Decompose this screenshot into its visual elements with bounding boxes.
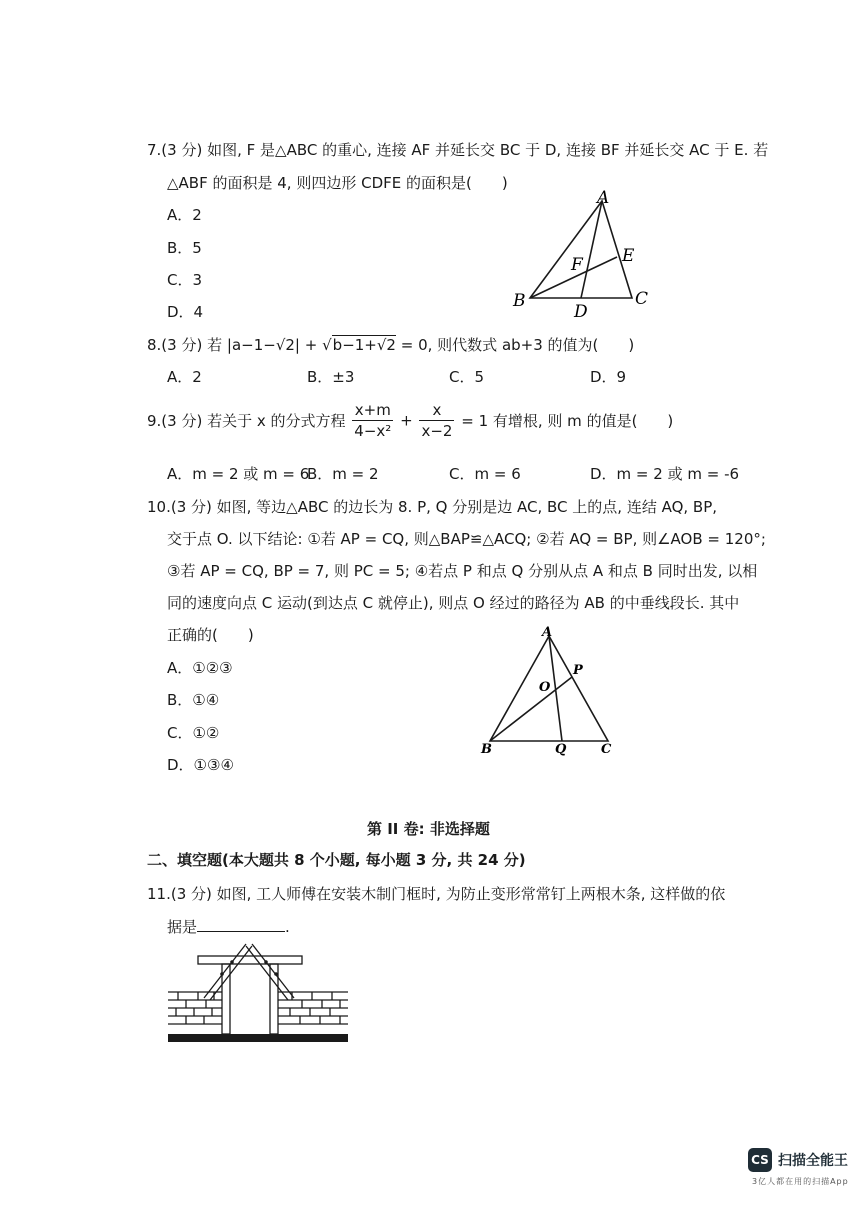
q11-answer-blank: [197, 917, 285, 932]
q9-fraction-1-denominator: 4−x²: [354, 422, 392, 440]
q7-option-c: C．3: [167, 271, 203, 289]
q10-stem-line2: 交于点 O. 以下结论: ①若 AP = CQ, 则△BAP≌△ACQ; ②若 AQ = BP, 则∠AOB = 120°;: [167, 530, 766, 548]
q7-option-a: A．2: [167, 206, 202, 224]
q11-line2-suffix: .: [285, 918, 290, 936]
q10-label-a: A: [542, 625, 553, 640]
q10-label-b: B: [481, 742, 492, 757]
q9-fraction-2-numerator: x: [419, 400, 454, 421]
q10-label-q: Q: [555, 742, 567, 757]
q10-segment-aq: [549, 636, 562, 741]
q9-fraction-2: [419, 400, 454, 441]
q10-stem-line1: 10.(3 分) 如图, 等边△ABC 的边长为 8. P, Q 分别是边 AC, BC 上的点, 连结 AQ, BP,: [147, 498, 718, 516]
q9-suffix: = 1 有增根, 则 m 的值是( ): [461, 412, 674, 430]
q7-label-d: D: [574, 302, 588, 322]
q8-plus: +: [304, 336, 323, 354]
q9-option-c: C．m = 6: [449, 465, 521, 483]
q8-sqrt-sign: √: [322, 336, 332, 354]
q7-label-b: B: [513, 291, 526, 311]
q10-stem-line3: ③若 AP = CQ, BP = 7, 则 PC = 5; ④若点 P 和点 Q 分别从点 A 和点 B 同时出发, 以相: [167, 562, 758, 580]
q7-triangle-abc: [530, 201, 632, 298]
q7-label-e: E: [622, 246, 635, 266]
q10-stem-line4: 同的速度向点 C 运动(到达点 C 就停止), 则点 O 经过的路径为 AB 的中垂线段长. 其中: [167, 594, 740, 612]
q11-line2-prefix: 据是: [167, 918, 198, 936]
q11-door-lintel: [198, 956, 302, 964]
q8-suffix: = 0, 则代数式 ab+3 的值为( ): [400, 336, 635, 354]
q8-option-b: B．±3: [307, 368, 355, 386]
q11-brick-wall: [168, 992, 348, 1024]
q8-option-d: D．9: [590, 368, 627, 386]
q10-segment-bp: [490, 677, 572, 741]
q10-option-b: B．①④: [167, 691, 220, 709]
q7-triangle-figure: [505, 185, 665, 323]
q7-option-b: B．5: [167, 239, 202, 257]
scanner-app-name: 扫描全能王: [778, 1153, 848, 1169]
q7-label-a: A: [597, 188, 610, 208]
q8-stem: [147, 334, 634, 355]
q11-ground-base: [168, 1034, 348, 1042]
part-ii-title: 第 II 卷: 非选择题: [367, 820, 490, 838]
q8-sqrt-body: b−1+√2: [332, 336, 396, 354]
fill-in-section-heading: 二、填空题(本大题共 8 个小题, 每小题 3 分, 共 24 分): [147, 851, 526, 869]
q10-option-d: D．①③④: [167, 756, 234, 774]
q10-option-c: C．①②: [167, 724, 220, 742]
q10-label-c: C: [601, 742, 612, 757]
q8-prefix: 8.(3 分) 若: [147, 336, 223, 354]
q10-label-p: P: [573, 663, 583, 678]
q10-stem-line5: 正确的( ): [167, 626, 254, 644]
q8-abs-expression: |a−1−√2|: [226, 336, 300, 354]
q9-prefix: 9.(3 分) 若关于 x 的分式方程: [147, 412, 346, 430]
q8-option-c: C．5: [449, 368, 485, 386]
scanner-app-tagline: 3亿人都在用的扫描App: [752, 1177, 849, 1186]
q7-option-d: D．4: [167, 303, 204, 321]
q11-door-frame-figure: [164, 940, 354, 1050]
q7-label-c: C: [635, 289, 649, 309]
q9-fraction-2-denominator: x−2: [421, 422, 453, 440]
q9-fraction-1: [352, 400, 393, 441]
q11-stem-line2: [167, 916, 290, 937]
q7-label-f: F: [571, 255, 583, 275]
q9-option-a: A．m = 2 或 m = 6: [167, 465, 310, 483]
q10-triangle-figure: [475, 620, 625, 760]
q7-stem-line1: 7.(3 分) 如图, F 是△ABC 的重心, 连接 AF 并延长交 BC 于 D, 连接 BF 并延长交 AC 于 E. 若: [147, 141, 769, 159]
q10-label-o: O: [539, 680, 551, 695]
q11-stem-line1: 11.(3 分) 如图, 工人师傅在安装木制门框时, 为防止变形常常钉上两根木条, 这样做的依: [147, 885, 726, 903]
q9-plus: +: [400, 411, 413, 430]
q9-option-d: D．m = 2 或 m = -6: [590, 465, 740, 483]
q10-option-a: A．①②③: [167, 659, 233, 677]
q9-stem: [147, 400, 673, 441]
q7-stem-line2: △ABF 的面积是 4, 则四边形 CDFE 的面积是( ): [167, 174, 508, 192]
scanner-logo-icon: CS: [748, 1148, 772, 1172]
q9-option-b: B．m = 2: [307, 465, 379, 483]
q8-option-a: A．2: [167, 368, 202, 386]
q9-fraction-1-numerator: x+m: [352, 400, 393, 421]
